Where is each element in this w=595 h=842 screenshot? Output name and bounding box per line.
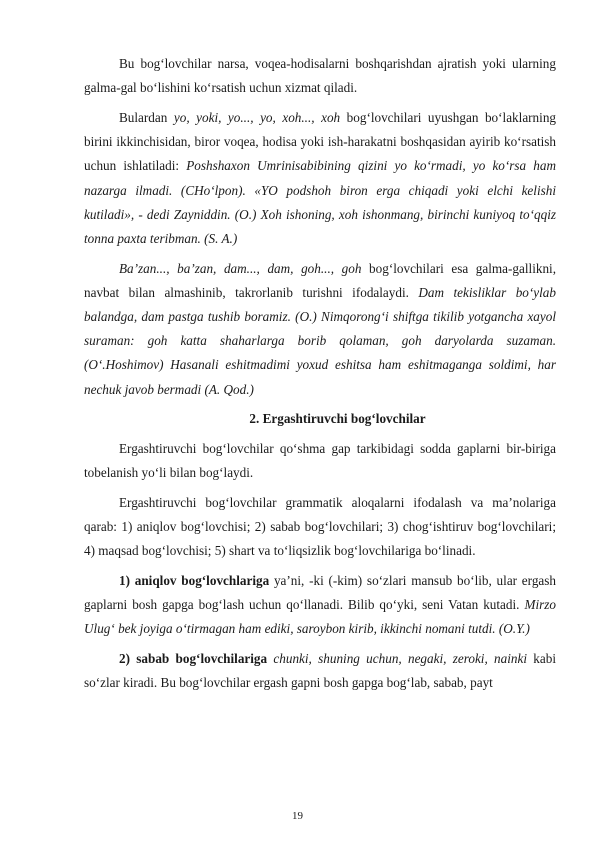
paragraph-3-text: bog‘lovchilari esa galma-gallikni, navbat bilan almashinib, takrorlanib turishni ifodalaydi. — [84, 260, 557, 300]
paragraph-6-term: 1) aniqlov bog‘lovchlariga — [119, 573, 270, 589]
paragraph-1-text: Bu bog‘lovchilar narsa, voqea-hodisalarni boshqarishdan ajratish yoki ularning galma-gal bo‘lishini ko‘rsatish uchun xizmat qiladi. — [84, 56, 556, 96]
paragraph-7-conjunctions: chunki, shuning uchun, negaki, zeroki, nainki — [273, 651, 527, 667]
paragraph-5 — [84, 491, 556, 564]
paragraph-7-term: 2) sabab bog‘lovchilariga — [119, 651, 268, 667]
paragraph-5-text: Ergashtiruvchi bog‘lovchilar grammatik aloqalarni ifodalash va ma’nolariga qarab: 1) aniqlov bog‘lovchisi; 2) sabab bog‘lovchilari; 3) chog‘ishtiruv bog‘lovchilari; 4) maqsad bog‘lovchisi; 5) shart va to‘liqsizlik bog‘lovchilariga bo‘linadi. — [84, 494, 556, 559]
page-number: 19 — [292, 810, 303, 822]
document-page — [84, 52, 556, 701]
paragraph-3-examples: Dam tekisliklar bo‘ylab balandga, dam pastga tushib boramiz. (O.) Nimqorong‘i shiftga tikilib yotgancha xayol suraman: goh katta shaharlarga borib qolaman, goh daryolarda suzaman. (O‘.Hoshimov) Hasanali eshitmadimi yoxud eshitsa ham eshitmaganga soldimi, har nechuk javob bermadi (A. Qod.) — [84, 284, 556, 397]
paragraph-6 — [84, 569, 556, 642]
paragraph-6-example: Mirzo Ulug‘ bek joyiga o‘tirmagan ham ediki, saroybon kirib, ikkinchi nomani tutdi. (O.Y.) — [84, 597, 556, 637]
paragraph-7 — [84, 647, 556, 695]
section-heading: 2. Ergashtiruvchi bog‘lovchilar — [249, 411, 426, 427]
paragraph-7-text: kabi so‘zlar kiradi. Bu bog‘lovchilar ergash gapni bosh gapga bog‘lab, sabab, payt — [84, 651, 556, 691]
paragraph-1 — [84, 52, 556, 100]
paragraph-2-text-c: bog‘lovchilari uyushgan bo‘laklarning birini ikkinchisidan, biror voqea, hodisa yoki ish-harakatni boshqasidan ayirib ko‘rsatish uchun ishlatiladi: — [84, 109, 557, 174]
paragraph-4 — [84, 437, 556, 485]
paragraph-2 — [84, 106, 556, 251]
paragraph-3 — [84, 257, 556, 402]
paragraph-4-text: Ergashtiruvchi bog‘lovchilar qo‘shma gap tarkibidagi sodda gaplarni bir-biriga tobelanish yo‘li bilan bog‘laydi. — [84, 441, 556, 481]
paragraph-2-conjunctions: yo, yoki, yo..., yo, xoh..., xoh — [173, 109, 341, 125]
paragraph-6-text: ya’ni, -ki (-kim) so‘zlari mansub bo‘lib, ular ergash gaplarni bosh gapga bog‘lash uchun qo‘llanadi. Bilib qo‘yki, seni Vatan kutadi. — [84, 573, 556, 613]
paragraph-2-text-a: Bulardan — [119, 109, 174, 125]
paragraph-3-conjunctions: Ba’zan..., ba’zan, dam..., dam, goh..., goh — [119, 260, 362, 276]
paragraph-2-examples: Poshshaxon Umrinisabibining qizini yo ko‘rmadi, yo ko‘rsa ham nazarga ilmadi. (CHo‘lpon). «YO podshoh biron erga chiqadi yoki elchi kelishi kutiladi», - dedi Zayniddin. (O.) Xoh ishoning, xoh ishonmang, birinchi kuniyoq to‘qqiz tonna paxta teribman. (S. A.) — [84, 158, 557, 246]
